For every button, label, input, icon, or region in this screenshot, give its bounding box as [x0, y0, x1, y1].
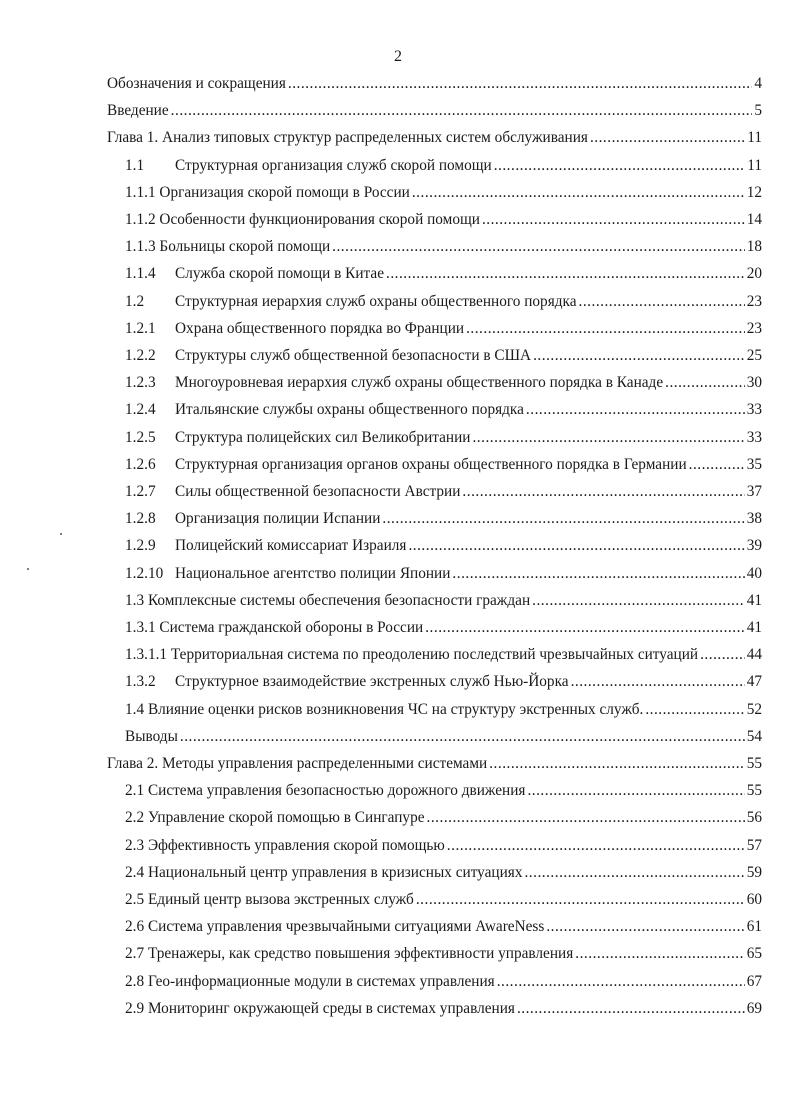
- dot-leader: [382, 509, 744, 529]
- toc-entry-page: 4: [754, 75, 762, 92]
- toc-entry-number: 1.2.7: [125, 483, 156, 500]
- toc-entry-page: 67: [746, 973, 762, 990]
- dot-leader: [425, 618, 744, 638]
- toc-entry-title: 1.4 Влияние оценки рисков возникновения ЧС на структуру экстренных служб.: [125, 701, 644, 718]
- toc-entry-title: Структура полицейских сил Великобритании: [175, 429, 471, 446]
- toc-entry-page: 59: [746, 864, 762, 881]
- toc-entry-title: 2.5 Единый центр вызова экстренных служб: [125, 891, 414, 908]
- dot-leader: [472, 428, 744, 448]
- scan-speck: [27, 568, 29, 570]
- toc-entry[interactable]: [125, 156, 762, 176]
- toc-entry[interactable]: [107, 101, 762, 121]
- toc-entry-page: 47: [746, 673, 762, 690]
- toc-entry-page: 44: [746, 646, 762, 663]
- toc-entry[interactable]: [125, 917, 762, 937]
- toc-entry-title: Глава 2. Методы управления распределенными системами: [107, 755, 488, 772]
- toc-entry-title: Организация полиции Испании: [175, 510, 381, 527]
- toc-entry-page: 37: [746, 483, 762, 500]
- toc-entry[interactable]: [125, 727, 762, 747]
- dot-leader: [462, 482, 744, 502]
- dot-leader: [532, 591, 745, 611]
- toc-entry[interactable]: [125, 455, 762, 475]
- toc-entry[interactable]: [125, 319, 762, 339]
- toc-entry-page: 23: [746, 293, 762, 310]
- dot-leader: [590, 128, 745, 148]
- dot-leader: [665, 373, 745, 393]
- toc-entry-page: 52: [746, 701, 762, 718]
- toc-entry-number: 1.2.2: [125, 347, 156, 364]
- toc-entry-number: 1.2.10: [125, 565, 164, 582]
- toc-entry-title: 1.1.1 Организация скорой помощи в России: [125, 184, 410, 201]
- toc-entry[interactable]: [125, 210, 762, 230]
- dot-leader: [700, 645, 745, 665]
- toc-entry-page: 23: [746, 320, 762, 337]
- toc-entry[interactable]: [125, 183, 762, 203]
- dot-leader: [332, 237, 745, 257]
- toc-entry[interactable]: [125, 292, 762, 312]
- toc-entry-title: 1.1.3 Больницы скорой помощи: [125, 238, 331, 255]
- toc-entry-page: 40: [746, 565, 762, 582]
- toc-entry-number: 1.1: [125, 157, 145, 174]
- dot-leader: [466, 319, 745, 339]
- toc-entry-number: 1.1.4: [125, 265, 156, 282]
- dot-leader: [645, 700, 744, 720]
- toc-entry-number: 1.2.1: [125, 320, 156, 337]
- dot-leader: [527, 781, 744, 801]
- toc-entry[interactable]: [125, 808, 762, 828]
- toc-entry[interactable]: [125, 482, 762, 502]
- toc-entry[interactable]: [125, 672, 762, 692]
- toc-entry-title: Глава 1. Анализ типовых структур распределенных систем обслуживания: [107, 129, 588, 146]
- dot-leader: [408, 536, 744, 556]
- toc-entry[interactable]: [125, 890, 762, 910]
- toc-entry-page: 33: [746, 429, 762, 446]
- dot-leader: [171, 101, 753, 121]
- toc-entry[interactable]: [125, 836, 762, 856]
- dot-leader: [579, 292, 745, 312]
- scan-speck: [60, 533, 62, 535]
- toc-entry-title: 1.1.2 Особенности функционирования скорой помощи: [125, 211, 480, 228]
- dot-leader: [482, 210, 745, 230]
- toc-entry-title: Структуры служб общественной безопасности в США: [175, 347, 532, 364]
- toc-entry-page: 33: [746, 401, 762, 418]
- toc-entry-title: 1.3 Комплексные системы обеспечения безопасности граждан: [125, 592, 531, 609]
- toc-entry-title: 2.9 Мониторинг окружающей среды в системах управления: [125, 1000, 515, 1017]
- toc-entry-title: Охрана общественного порядка во Франции: [175, 320, 465, 337]
- toc-entry[interactable]: [125, 645, 762, 665]
- toc-entry-number: 1.2.9: [125, 537, 156, 554]
- toc-entry-title: Полицейский комиссариат Израиля: [175, 537, 407, 554]
- toc-entry-page: 54: [746, 728, 762, 745]
- dot-leader: [524, 863, 744, 883]
- dot-leader: [546, 917, 744, 937]
- dot-leader: [517, 999, 745, 1019]
- dot-leader: [575, 944, 744, 964]
- toc-entry-title: 2.4 Национальный центр управления в кризисных ситуациях: [125, 864, 523, 881]
- dot-leader: [416, 890, 745, 910]
- toc-entry-number: 1.2.5: [125, 429, 156, 446]
- toc-entry[interactable]: [125, 618, 762, 638]
- toc-entry-title: 2.1 Система управления безопасностью дорожного движения: [125, 782, 526, 799]
- toc-entry[interactable]: [125, 373, 762, 393]
- toc-entry-page: 18: [746, 238, 762, 255]
- toc-entry-page: 35: [746, 456, 762, 473]
- toc-entry-title: 1.3.1.1 Территориальная система по преодолению последствий чрезвычайных ситуаций: [125, 646, 699, 663]
- toc-entry[interactable]: [125, 536, 762, 556]
- toc-entry-title: 1.3.1 Система гражданской обороны в России: [125, 619, 424, 636]
- toc-entry-title: 2.7 Тренажеры, как средство повышения эффективности управления: [125, 945, 574, 962]
- toc-entry-page: 56: [746, 809, 762, 826]
- toc-entry[interactable]: [125, 428, 762, 448]
- toc-entry-title: Структурная иерархия служб охраны общественного порядка: [175, 293, 577, 310]
- dot-leader: [526, 400, 745, 420]
- toc-entry[interactable]: [125, 700, 762, 720]
- toc-entry-title: Структурная организация органов охраны общественного порядка в Германии: [175, 456, 687, 473]
- toc-entry-title: Служба скорой помощи в Китае: [175, 265, 384, 282]
- toc-entry-title: Многоуровневая иерархия служб охраны общественного порядка в Канаде: [175, 374, 664, 391]
- toc-entry-number: 1.2.4: [125, 401, 156, 418]
- toc-entry[interactable]: [107, 128, 762, 148]
- toc-entry-title: Введение: [107, 102, 169, 119]
- toc-entry-number: 1.2.8: [125, 510, 156, 527]
- toc-entry[interactable]: [125, 999, 762, 1019]
- toc-entry-page: 11: [747, 157, 762, 174]
- dot-leader: [489, 754, 744, 774]
- toc-entry[interactable]: [125, 781, 762, 801]
- toc-entry[interactable]: [107, 74, 762, 94]
- toc-entry[interactable]: [125, 346, 762, 366]
- toc-entry-page: 57: [746, 837, 762, 854]
- toc-entry[interactable]: [107, 754, 762, 774]
- toc-entry-page: 5: [754, 102, 762, 119]
- toc-entry-title: Итальянские службы охраны общественного порядка: [175, 401, 524, 418]
- toc-entry-page: 61: [746, 918, 762, 935]
- dot-leader: [288, 74, 752, 94]
- dot-leader: [180, 727, 745, 747]
- toc-entry-page: 60: [746, 891, 762, 908]
- toc-entry-title: 2.6 Система управления чрезвычайными ситуациями AwareNess: [125, 918, 545, 935]
- toc-entry-page: 41: [746, 619, 762, 636]
- toc-entry-page: 20: [746, 265, 762, 282]
- toc-entry[interactable]: [125, 264, 762, 284]
- toc-entry-title: Выводы: [125, 728, 178, 745]
- toc-entry-page: 65: [746, 945, 762, 962]
- toc-entry[interactable]: [125, 591, 762, 611]
- toc-entry-page: 55: [746, 755, 762, 772]
- toc-entry[interactable]: [125, 237, 762, 257]
- toc-entry-title: 2.2 Управление скорой помощью в Сингапуре: [125, 809, 425, 826]
- page-number: 2: [394, 48, 402, 65]
- toc-entry-page: 30: [746, 374, 762, 391]
- toc-entry-title: Обозначения и сокращения: [107, 75, 286, 92]
- toc-entry-number: 1.2: [125, 293, 145, 310]
- toc-entry-page: 39: [746, 537, 762, 554]
- dot-leader: [689, 455, 745, 475]
- dot-leader: [386, 264, 745, 284]
- toc-entry-page: 25: [746, 347, 762, 364]
- toc-entry-title: Национальное агентство полиции Японии: [175, 565, 451, 582]
- toc-entry-page: 41: [746, 592, 762, 609]
- toc-entry-page: 14: [746, 211, 762, 228]
- dot-leader: [412, 183, 745, 203]
- toc-entry[interactable]: [125, 972, 762, 992]
- toc-entry[interactable]: [125, 863, 762, 883]
- dot-leader: [452, 564, 744, 584]
- toc-entry-title: Силы общественной безопасности Австрии: [175, 483, 461, 500]
- dot-leader: [571, 672, 745, 692]
- toc-entry-page: 12: [746, 184, 762, 201]
- toc-entry-page: 11: [747, 129, 762, 146]
- toc-entry-number: 1.3.2: [125, 673, 156, 690]
- dot-leader: [447, 836, 745, 856]
- toc-entry-page: 55: [746, 782, 762, 799]
- toc-entry[interactable]: [125, 944, 762, 964]
- toc-entry-title: Структурная организация служб скорой помощи: [175, 157, 492, 174]
- toc-entry-page: 69: [746, 1000, 762, 1017]
- toc-entry-page: 38: [746, 510, 762, 527]
- toc-entry[interactable]: [125, 564, 762, 584]
- dot-leader: [497, 972, 745, 992]
- dot-leader: [533, 346, 745, 366]
- toc-entry-title: 2.8 Гео-информационные модули в системах управления: [125, 973, 495, 990]
- toc-entry-number: 1.2.6: [125, 456, 156, 473]
- toc-entry-title: 2.3 Эффективность управления скорой помощью: [125, 837, 445, 854]
- dot-leader: [427, 808, 745, 828]
- toc-entry-number: 1.2.3: [125, 374, 156, 391]
- dot-leader: [494, 156, 746, 176]
- toc-entry-title: Структурное взаимодействие экстренных служб Нью-Йорка: [175, 673, 569, 690]
- toc-entry[interactable]: [125, 400, 762, 420]
- toc-entry[interactable]: [125, 509, 762, 529]
